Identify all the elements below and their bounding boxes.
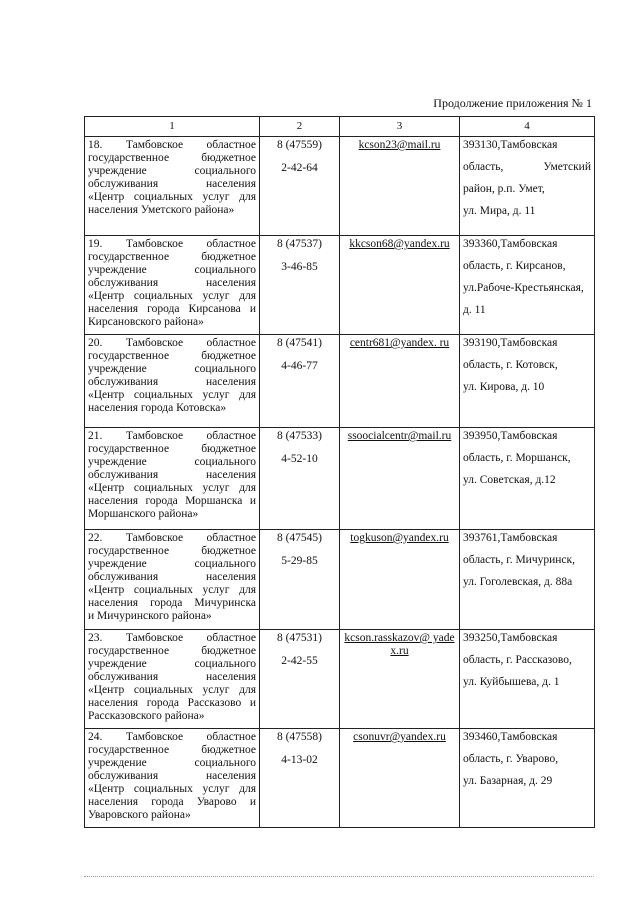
institution-name-line: «Центр социальных услуг для xyxy=(88,482,256,494)
address-line: область, г. Котовск, xyxy=(463,359,558,371)
phone-cell xyxy=(260,428,340,530)
page-bottom-divider xyxy=(84,876,594,877)
institution-name-cell xyxy=(85,630,260,729)
phone-cell xyxy=(260,530,340,630)
email-link[interactable]: kcson23@mail.ru xyxy=(358,139,441,151)
address-line: ул. Базарная, д. 29 xyxy=(463,775,553,787)
phone-number: 5-29-85 xyxy=(281,555,318,567)
phone-number: 4-13-02 xyxy=(281,754,318,766)
address-line: область, г. Моршанск, xyxy=(463,452,571,464)
phone-number: 2-42-64 xyxy=(281,162,318,174)
institution-name-line: 21. Тамбовское областное xyxy=(88,430,256,442)
phone-code: 8 (47558) xyxy=(276,731,323,743)
institution-name-line: обслуживания населения xyxy=(88,571,256,583)
address-cell xyxy=(460,729,595,828)
email-link[interactable]: csonuvr@yandex.ru xyxy=(353,731,446,743)
address-line: ул. Куйбышева, д. 1 xyxy=(463,676,560,688)
address-line: 393761,Тамбовская xyxy=(463,532,558,544)
address-line: д. 11 xyxy=(463,304,486,316)
page-heading: Продолжение приложения № 1 xyxy=(433,96,592,110)
address-cell xyxy=(460,236,595,335)
institution-name-line: населения города Уварово и xyxy=(88,796,256,808)
institution-name-line: 24. Тамбовское областное xyxy=(88,731,256,743)
email-cell xyxy=(340,137,460,236)
phone-number: 4-46-77 xyxy=(281,360,318,372)
institution-name-line: Рассказовского района» xyxy=(88,710,205,722)
institution-name-line: «Центр социальных услуг для xyxy=(88,684,256,696)
table-row xyxy=(85,729,595,828)
institution-name-line: обслуживания населения xyxy=(88,770,256,782)
email-cell xyxy=(340,530,460,630)
address-line: область, г. Рассказово, xyxy=(463,654,572,666)
institution-name-line: государственное бюджетное xyxy=(88,152,256,164)
institution-name-line: населения города Рассказово и xyxy=(88,697,256,709)
institution-name-line: 22. Тамбовское областное xyxy=(88,532,256,544)
institution-name-line: «Центр социальных услуг для xyxy=(88,389,256,401)
phone-number: 2-42-55 xyxy=(281,655,318,667)
institution-name-cell xyxy=(85,729,260,828)
institution-name-line: Уваровского района» xyxy=(88,809,191,821)
table-row xyxy=(85,137,595,236)
email-cell xyxy=(340,236,460,335)
phone-cell xyxy=(260,630,340,729)
institution-name-line: обслуживания населения xyxy=(88,376,256,388)
header-row xyxy=(85,117,595,137)
address-line: ул. Кирова, д. 10 xyxy=(463,381,545,393)
phone-cell xyxy=(260,236,340,335)
institution-name-line: Кирсановского района» xyxy=(88,316,204,328)
phone-code: 8 (47533) xyxy=(276,430,323,442)
column-header-3: 3 xyxy=(340,117,460,137)
phone-code: 8 (47559) xyxy=(276,139,323,151)
address-cell xyxy=(460,137,595,236)
column-header-1: 1 xyxy=(85,117,260,137)
institution-name-line: населения Уметского района» xyxy=(88,204,235,216)
institution-name-line: населения города Кирсанова и xyxy=(88,303,256,315)
institution-name-line: государственное бюджетное xyxy=(88,545,256,557)
institution-name-cell xyxy=(85,236,260,335)
address-line: область, г. Уварово, xyxy=(463,753,559,765)
phone-code: 8 (47541) xyxy=(276,337,323,349)
email-cell xyxy=(340,335,460,428)
institution-name-line: 19. Тамбовское областное xyxy=(88,238,256,250)
address-line: район, р.п. Умет, xyxy=(463,183,545,195)
email-link[interactable]: togkuson@yandex.ru xyxy=(350,532,449,544)
institution-name-line: учреждение социального xyxy=(88,757,256,769)
institution-name-line: обслуживания населения xyxy=(88,671,256,683)
address-line: область, г. Мичуринск, xyxy=(463,554,575,566)
institution-name-line: государственное бюджетное xyxy=(88,350,256,362)
address-cell xyxy=(460,630,595,729)
phone-number: 3-46-85 xyxy=(281,261,318,273)
address-line: 393130,Тамбовская xyxy=(463,139,558,151)
email-cell xyxy=(340,428,460,530)
phone-number: 4-52-10 xyxy=(281,453,318,465)
phone-code: 8 (47531) xyxy=(276,632,323,644)
table-row xyxy=(85,428,595,530)
institution-name-line: учреждение социального xyxy=(88,558,256,570)
institution-name-line: учреждение социального xyxy=(88,456,256,468)
email-link[interactable]: ssoocialcentr@mail.ru xyxy=(347,430,452,442)
address-line: область, Уметский xyxy=(463,161,591,173)
institution-name-line: государственное бюджетное xyxy=(88,744,256,756)
email-link[interactable]: centr681@yandex. ru xyxy=(349,337,450,349)
institutions-table xyxy=(84,116,595,828)
institution-name-line: государственное бюджетное xyxy=(88,645,256,657)
address-line: ул. Мира, д. 11 xyxy=(463,205,536,217)
institution-name-line: Моршанского района» xyxy=(88,508,199,520)
institution-name-line: учреждение социального xyxy=(88,165,256,177)
institution-name-line: «Центр социальных услуг для xyxy=(88,191,256,203)
address-cell xyxy=(460,530,595,630)
institution-name-line: населения города Котовска» xyxy=(88,402,227,414)
email-link[interactable]: kcson.rasskazov@ yadex.ru xyxy=(344,632,455,657)
institution-name-line: населения города Моршанска и xyxy=(88,495,256,507)
institution-name-line: учреждение социального xyxy=(88,363,256,375)
institution-name-line: 20. Тамбовское областное xyxy=(88,337,256,349)
institution-name-cell xyxy=(85,137,260,236)
institution-name-line: и Мичуринского района» xyxy=(88,610,212,622)
address-line: область, г. Кирсанов, xyxy=(463,260,566,272)
institution-name-line: 23. Тамбовское областное xyxy=(88,632,256,644)
table-row xyxy=(85,236,595,335)
address-line: 393250,Тамбовская xyxy=(463,632,558,644)
phone-code: 8 (47537) xyxy=(276,238,323,250)
institution-name-line: государственное бюджетное xyxy=(88,443,256,455)
phone-cell xyxy=(260,729,340,828)
table-row xyxy=(85,335,595,428)
institution-name-line: обслуживания населения xyxy=(88,178,256,190)
institution-name-line: учреждение социального xyxy=(88,658,256,670)
institution-name-line: государственное бюджетное xyxy=(88,251,256,263)
phone-cell xyxy=(260,137,340,236)
institution-name-line: обслуживания населения xyxy=(88,469,256,481)
email-cell xyxy=(340,729,460,828)
institution-name-cell xyxy=(85,335,260,428)
institution-name-line: обслуживания населения xyxy=(88,277,256,289)
table-row xyxy=(85,630,595,729)
address-cell xyxy=(460,428,595,530)
institution-name-line: 18. Тамбовское областное xyxy=(88,139,256,151)
address-line: ул. Гоголевская, д. 88а xyxy=(463,576,573,588)
institution-name-line: «Центр социальных услуг для xyxy=(88,783,256,795)
address-line: 393460,Тамбовская xyxy=(463,731,558,743)
address-line: 393190,Тамбовская xyxy=(463,337,558,349)
address-cell xyxy=(460,335,595,428)
address-line: ул. Советская, д.12 xyxy=(463,474,556,486)
table-row xyxy=(85,530,595,630)
address-line: ул.Рабоче-Крестьянская, xyxy=(463,282,584,294)
institution-name-cell xyxy=(85,428,260,530)
institution-name-line: «Центр социальных услуг для xyxy=(88,290,256,302)
institution-name-cell xyxy=(85,530,260,630)
address-line: 393360,Тамбовская xyxy=(463,238,558,250)
column-header-2: 2 xyxy=(260,117,340,137)
address-line: 393950,Тамбовская xyxy=(463,430,558,442)
phone-code: 8 (47545) xyxy=(276,532,323,544)
column-header-4: 4 xyxy=(460,117,595,137)
institution-name-line: населения города Мичуринска xyxy=(88,597,256,609)
email-link[interactable]: kkcson68@yandex.ru xyxy=(349,238,450,250)
phone-cell xyxy=(260,335,340,428)
institution-name-line: «Центр социальных услуг для xyxy=(88,584,256,596)
institution-name-line: учреждение социального xyxy=(88,264,256,276)
email-cell xyxy=(340,630,460,729)
